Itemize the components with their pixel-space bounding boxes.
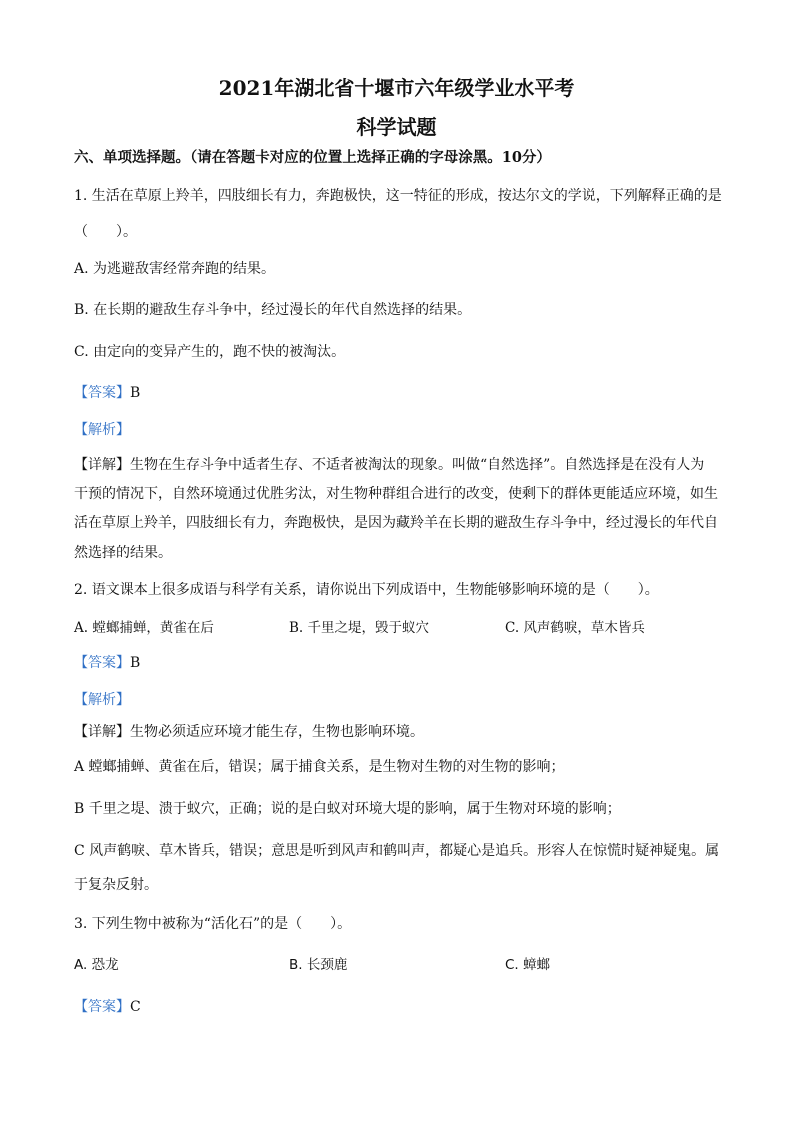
q2-detail-line: C 风声鹤唳、草木皆兵，错误；意思是听到风声和鹤叫声，都疑心是追兵。形容人在惊慌时疑神疑鬼。属 bbox=[74, 843, 720, 859]
q1-option-c: C. 由定向的变异产生的，跑不快的被淘汰。 bbox=[74, 344, 346, 360]
q3-option-c: C. 蟑螂 bbox=[505, 957, 551, 973]
answer-value: B bbox=[130, 385, 141, 401]
answer-label: 【答案】 bbox=[74, 385, 130, 401]
q1-analysis-label: 【解析】 bbox=[74, 422, 130, 438]
q2-detail-line: A 螳螂捕蝉、黄雀在后，错误；属于捕食关系，是生物对生物的对生物的影响； bbox=[74, 759, 565, 775]
q3-option-a: A. 恐龙 bbox=[74, 957, 119, 973]
q2-analysis-label: 【解析】 bbox=[74, 692, 130, 708]
q1-stem-line: （ ）。 bbox=[74, 224, 137, 240]
q2-detail-line: 【详解】生物必须适应环境才能生存，生物也影响环境。 bbox=[74, 724, 424, 740]
q3-option-b: B. 长颈鹿 bbox=[289, 957, 348, 973]
q2-detail-line: B 千里之堤、溃于蚁穴，正确；说的是白蚁对环境大堤的影响，属于生物对环境的影响； bbox=[74, 801, 621, 817]
q1-option-a: A. 为逃避敌害经常奔跑的结果。 bbox=[74, 261, 276, 277]
section-heading: 六、单项选择题。（请在答题卡对应的位置上选择正确的字母涂黑。10分） bbox=[74, 149, 551, 166]
answer-value: C bbox=[130, 999, 141, 1015]
q1-detail-line: 活在草原上羚羊，四肢细长有力，奔跑极快，是因为藏羚羊在长期的避敌生存斗争中，经过漫长的年代自 bbox=[74, 515, 718, 531]
q2-option-a: A. 螳螂捕蝉，黄雀在后 bbox=[74, 620, 214, 636]
document-title: 2021年湖北省十堰市六年级学业水平考 bbox=[218, 76, 575, 100]
answer-label: 【答案】 bbox=[74, 999, 130, 1015]
answer-label: 【答案】 bbox=[74, 655, 130, 671]
q1-detail-line: 干预的情况下，自然环境通过优胜劣汰，对生物种群组合进行的改变，使剩下的群体更能适应环境，如生 bbox=[74, 486, 718, 502]
document-subtitle: 科学试题 bbox=[356, 115, 437, 139]
q3-stem: 3. 下列生物中被称为“活化石”的是（ ）。 bbox=[74, 916, 352, 932]
q1-answer bbox=[74, 384, 140, 402]
q2-option-b: B. 千里之堤，毁于蚁穴 bbox=[289, 620, 430, 636]
q1-detail-line: 然选择的结果。 bbox=[74, 545, 172, 561]
q2-option-c: C. 风声鹤唳，草木皆兵 bbox=[505, 620, 645, 636]
answer-value: B bbox=[130, 655, 141, 671]
q2-stem: 2. 语文课本上很多成语与科学有关系，请你说出下列成语中，生物能够影响环境的是（ ）。 bbox=[74, 582, 659, 598]
q1-option-b: B. 在长期的避敌生存斗争中，经过漫长的年代自然选择的结果。 bbox=[74, 302, 472, 318]
q2-detail-line: 于复杂反射。 bbox=[74, 877, 158, 893]
q2-answer bbox=[74, 654, 140, 672]
q1-detail-line: 【详解】生物在生存斗争中适者生存、不适者被淘汰的现象。叫做“自然选择”。自然选择是在没有人为 bbox=[74, 457, 705, 473]
q1-stem-line: 1. 生活在草原上羚羊，四肢细长有力，奔跑极快，这一特征的形成，按达尔文的学说，下列解释正确的是 bbox=[74, 188, 722, 204]
q3-answer bbox=[74, 998, 141, 1016]
